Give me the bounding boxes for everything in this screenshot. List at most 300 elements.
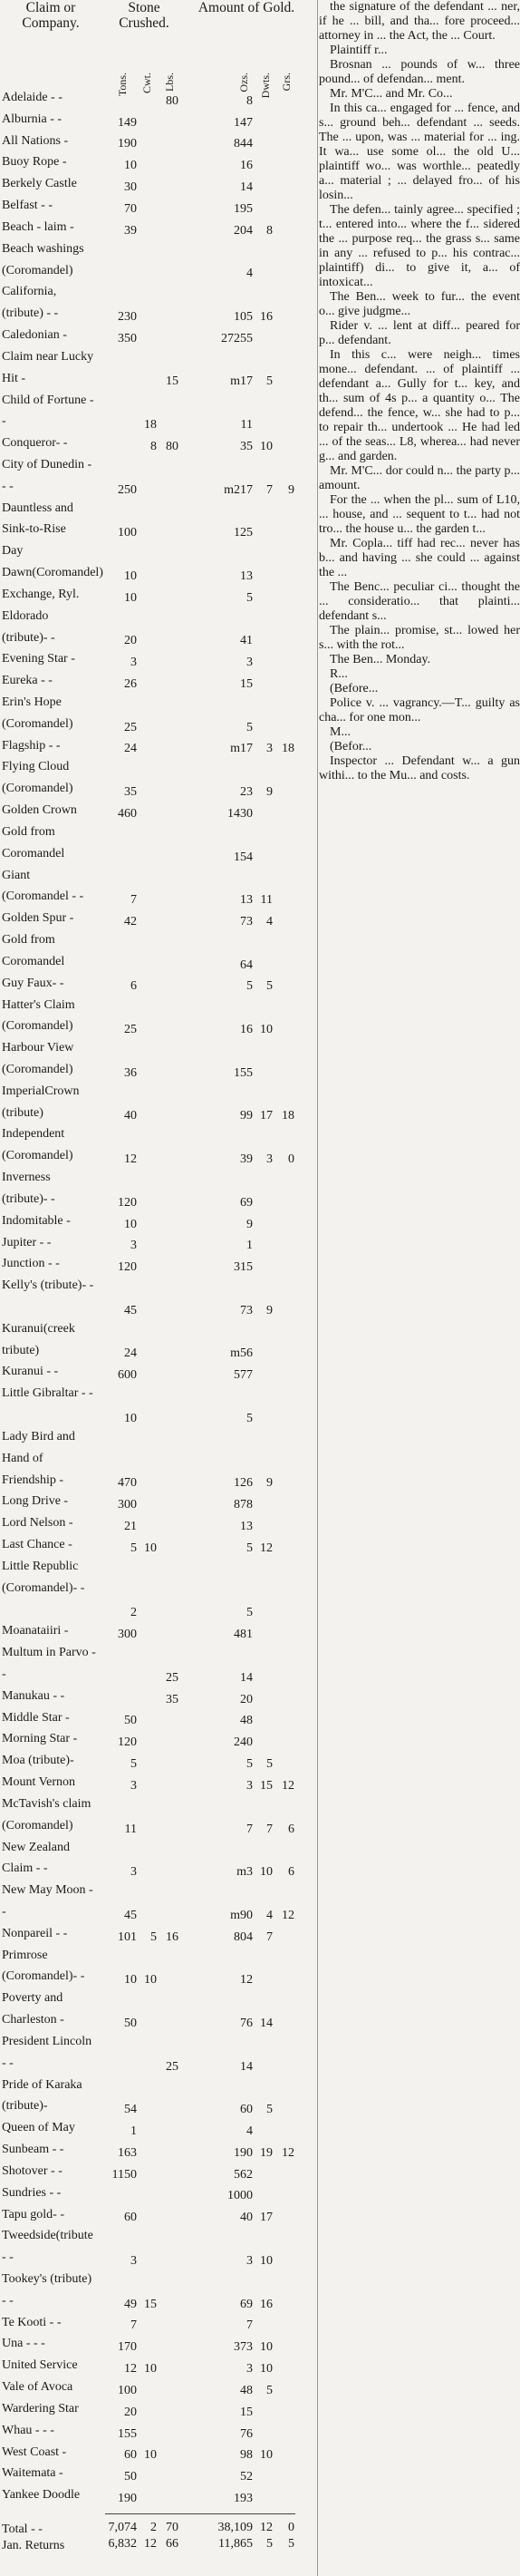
claim-name: Wardering Star: [2, 2401, 79, 2416]
cell-dwts: 12: [260, 2521, 273, 2534]
column-paragraph: Mr. M'C... and Mr. Co...: [330, 87, 453, 101]
table-row: [0, 584, 317, 606]
table-row: [0, 131, 317, 152]
cell-ozs: 5: [246, 1541, 253, 1555]
cell-ozs: 35: [240, 439, 253, 453]
table-row: [0, 670, 317, 692]
table-row: [0, 87, 317, 109]
cell-dwts: 10: [260, 2340, 273, 2355]
cell-lbs: 15: [166, 374, 178, 389]
cell-tons: 149: [118, 115, 137, 130]
claim-name: Sundries - -: [2, 2185, 62, 2200]
cell-ozs: 7: [246, 2318, 253, 2333]
table-row: [0, 865, 317, 909]
table-row: [0, 973, 317, 995]
table-row: [0, 1210, 317, 1232]
column-paragraph: Mr. M'C... dor could n... the party p... amount.: [319, 464, 520, 492]
claim-name: Shotover - -: [2, 2163, 63, 2178]
table-row: [0, 173, 317, 195]
cell-tons: 1: [130, 2124, 137, 2139]
cell-dwts: 5: [266, 979, 273, 994]
claim-column-header: Claim or Company.: [22, 0, 80, 31]
cell-ozs: 804: [234, 1930, 253, 1944]
unit-cwt: Cwt.: [140, 73, 153, 94]
claim-name: Middle Star -: [2, 1710, 70, 1725]
cell-tons: 2: [130, 1606, 137, 1620]
cell-ozs: m217: [224, 482, 253, 497]
cell-grs: 12: [282, 1778, 294, 1793]
cell-tons: 35: [124, 785, 137, 800]
claim-name: Claim near Lucky Hit -: [2, 349, 94, 385]
table-row: [0, 2333, 317, 2355]
claim-name: Morning Star -: [2, 1732, 78, 1746]
cell-ozs: 11: [240, 418, 253, 433]
cell-ozs: m56: [230, 1346, 253, 1361]
cell-ozs: 5: [246, 979, 253, 994]
column-paragraph: (Before...: [330, 682, 379, 695]
table-row: [0, 735, 317, 757]
claim-name: Kuranui(creek tribute): [2, 1321, 75, 1357]
cell-tons: 45: [124, 1303, 137, 1317]
cell-tons: 24: [124, 742, 137, 756]
cell-ozs: 15: [240, 2405, 253, 2419]
cell-ozs: 48: [240, 2383, 253, 2397]
table-row: [0, 433, 317, 454]
claim-name: All Nations -: [2, 133, 69, 148]
cell-tons: 7,074: [108, 2521, 137, 2534]
cell-tons: 40: [124, 1109, 137, 1123]
claim-name: Nonpareil - -: [2, 1926, 68, 1940]
claim-name: Tapu gold- -: [2, 2207, 65, 2221]
column-paragraph: Police v. ... vagrancy.—T... guilty as cha... for one mon...: [319, 696, 520, 724]
claim-name: City of Dunedin - - -: [2, 457, 92, 493]
cell-tons: 1150: [111, 2167, 137, 2182]
claim-name: Caledonian -: [2, 328, 67, 343]
claim-name: Sunbeam - -: [2, 2143, 64, 2157]
cell-ozs: 39: [240, 1152, 253, 1167]
cell-ozs: 9: [246, 1217, 253, 1231]
table-row: [0, 2377, 317, 2398]
cell-dwts: 17: [260, 2211, 273, 2225]
cell-tons: 350: [118, 331, 137, 345]
table-row: [0, 1837, 317, 1881]
claim-name: Berkely Castle: [2, 177, 77, 191]
cell-ozs: 315: [234, 1260, 253, 1275]
cell-ozs: 481: [234, 1628, 253, 1642]
cell-lbs: 80: [166, 439, 178, 453]
cell-dwts: 10: [260, 1865, 273, 1880]
table-row: [0, 1707, 317, 1729]
unit-dwts: Dwts.: [259, 73, 272, 99]
cell-tons: 20: [124, 634, 137, 648]
claim-name: Hatter's Claim (Coromandel): [2, 997, 75, 1034]
claim-name: Golden Crown: [2, 803, 77, 818]
column-paragraph: The Ben... Monday.: [330, 653, 431, 666]
cell-ozs: 3: [246, 2253, 253, 2268]
cell-tons: 300: [118, 1498, 137, 1512]
table-row: [0, 821, 317, 865]
table-row: [0, 1318, 317, 1362]
cell-dwts: 10: [260, 439, 273, 453]
cell-tons: 120: [118, 1195, 137, 1210]
cell-dwts: 7: [266, 1822, 273, 1836]
cell-tons: 5: [130, 1757, 137, 1772]
cell-lbs: 35: [166, 1692, 178, 1706]
table-row: [0, 2420, 317, 2442]
claim-name: Lady Bird and Hand of Friendship -: [2, 1429, 75, 1487]
cell-tons: 30: [124, 180, 137, 195]
table-row: [0, 151, 317, 173]
cell-tons: 7: [130, 893, 137, 908]
table-row: [0, 756, 317, 800]
cell-tons: 60: [124, 2211, 137, 2225]
table-row: [0, 1728, 317, 1750]
claim-name: Gold from Coromandel: [2, 824, 65, 860]
claim-name: Dauntless and Sink-to-Rise: [2, 501, 73, 537]
cell-dwts: 12: [260, 1541, 273, 1555]
cell-tons: 10: [124, 590, 137, 605]
cell-ozs: m17: [230, 742, 253, 756]
table-row: [0, 540, 317, 584]
cell-dwts: 9: [266, 1476, 273, 1491]
claim-name: Little Republic (Coromandel)- -: [2, 1559, 85, 1595]
table-row: [0, 606, 317, 649]
claim-name: Kuranui - -: [2, 1365, 59, 1379]
table-row: [0, 2519, 317, 2535]
cell-tons: 24: [124, 1346, 137, 1361]
cell-lbs: 70: [166, 2521, 178, 2534]
cell-tons: 3: [130, 1239, 137, 1253]
table-row: [0, 1426, 317, 1491]
cell-ozs: 125: [234, 526, 253, 540]
cell-grs: 18: [282, 742, 294, 756]
cell-ozs: 4: [246, 267, 253, 281]
table-row: [0, 2355, 317, 2377]
cell-ozs: 27255: [221, 331, 253, 345]
table-row: [0, 1750, 317, 1772]
cell-ozs: 190: [234, 2145, 253, 2160]
claim-name: Erin's Hope (Coromandel): [2, 695, 73, 731]
claim-name: Moa (tribute)-: [2, 1754, 74, 1768]
claim-name: Belfast - -: [2, 199, 53, 213]
table-row: [0, 1880, 317, 1923]
cell-lbs: 16: [166, 1930, 178, 1944]
cell-ozs: 16: [240, 159, 253, 173]
claim-name: Tweedside(tribute - -: [2, 2229, 93, 2265]
table-row: [0, 800, 317, 821]
cell-ozs: m3: [236, 1865, 253, 1880]
claim-name: Independent (Coromandel): [2, 1127, 73, 1163]
cell-lbs: 80: [166, 93, 178, 108]
table-row: [0, 1081, 317, 1124]
cell-dwts: 9: [266, 785, 273, 800]
cell-cwt: 10: [144, 1541, 157, 1555]
cell-tons: 70: [124, 201, 137, 216]
cell-tons: 6: [130, 979, 137, 994]
claim-name: United Service: [2, 2358, 78, 2373]
cell-dwts: 10: [260, 2253, 273, 2268]
cell-ozs: m17: [230, 374, 253, 389]
cell-dwts: 14: [260, 2016, 273, 2030]
table-row: [0, 281, 317, 325]
cell-ozs: 73: [240, 1303, 253, 1317]
unit-ozs: Ozs.: [237, 73, 250, 92]
claim-name: Inverness (tribute)- -: [2, 1171, 55, 1206]
adjacent-column-text: [319, 0, 520, 2576]
gold-column-header: Amount of Gold.: [197, 0, 295, 15]
cell-ozs: 98: [240, 2448, 253, 2463]
cell-grs: 6: [288, 1822, 294, 1836]
cell-ozs: 878: [234, 1498, 253, 1512]
unit-lbs: Lbs.: [163, 73, 176, 92]
claim-name: Kelly's (tribute)- -: [2, 1278, 94, 1293]
cell-ozs: 60: [240, 2103, 253, 2117]
cell-tons: 25: [124, 1023, 137, 1037]
claim-name: Junction - -: [2, 1257, 60, 1271]
column-paragraph: The Benc... peculiar ci... thought the ... consideratio... that plainti... defendant s...: [319, 580, 520, 623]
cell-tons: 250: [118, 482, 137, 497]
cell-ozs: 562: [234, 2167, 253, 2182]
claim-name: Beach - laim -: [2, 219, 74, 234]
column-paragraph: the signature of the defendant ... ner, if he ... bill, and tha... fore proceed... attorney in ... the Act, the ... Court.: [319, 0, 520, 43]
claim-name: Moanataiiri -: [2, 1624, 69, 1638]
table-row: [0, 109, 317, 131]
cell-tons: 170: [118, 2340, 137, 2355]
column-paragraph: For the ... when the pl... sum of L10, ... house, and ... sequent to t... had not tro... the house u... the garden t...: [319, 493, 520, 536]
cell-dwts: 7: [266, 1930, 273, 1944]
claim-name: Jan. Returns: [2, 2539, 65, 2552]
table-row: [0, 217, 317, 238]
column-paragraph: M...: [330, 725, 351, 739]
cell-lbs: 66: [166, 2537, 178, 2551]
table-row: [0, 2204, 317, 2226]
cell-tons: 155: [118, 2426, 137, 2441]
cell-ozs: 13: [240, 893, 253, 908]
cell-grs: 5: [288, 2537, 294, 2551]
claim-name: Multum in Parvo - -: [2, 1646, 96, 1681]
table-row: [0, 1253, 317, 1275]
cell-dwts: 10: [260, 2362, 273, 2377]
table-row: [0, 2075, 317, 2118]
cell-ozs: 99: [240, 1109, 253, 1123]
claim-name: Evening Star -: [2, 652, 75, 666]
cell-cwt: 18: [144, 418, 157, 433]
claim-name: Eureka - -: [2, 674, 53, 688]
cell-ozs: 5: [246, 720, 253, 734]
cell-dwts: 4: [266, 1908, 273, 1922]
claim-name: Mount Vernon: [2, 1775, 76, 1790]
cell-cwt: 10: [144, 2448, 157, 2463]
column-paragraph: The defen... tainly agree... specified ; t... entered into... where the f... sidered the ... purpose req... the grass s... same in any ... refused to p... his contrac... plaintiff) di... to give it, a... of intoxicat...: [319, 203, 520, 289]
claim-name: Queen of May: [2, 2121, 75, 2135]
cell-tons: 12: [124, 2362, 137, 2377]
cell-ozs: 48: [240, 1714, 253, 1728]
cell-ozs: 204: [234, 223, 253, 238]
cell-ozs: 155: [234, 1065, 253, 1080]
cell-ozs: 3: [246, 656, 253, 670]
cell-tons: 3: [130, 1778, 137, 1793]
cell-tons: 49: [124, 2297, 137, 2311]
claim-name: Te Kooti - -: [2, 2315, 62, 2329]
column-paragraph: Plaintiff r...: [330, 44, 388, 57]
cell-dwts: 19: [260, 2145, 273, 2160]
cell-ozs: 13: [240, 569, 253, 583]
cell-ozs: 38,109: [217, 2521, 253, 2534]
column-paragraph: (Befor...: [330, 740, 372, 753]
cell-cwt: 12: [144, 2537, 157, 2551]
cell-ozs: 1430: [227, 806, 253, 821]
claim-name: Conqueror- -: [2, 436, 68, 451]
cell-tons: 25: [124, 720, 137, 734]
column-paragraph: Rider v. ... lent at diff... peared for p... defendant.: [319, 319, 520, 347]
cell-dwts: 10: [260, 1023, 273, 1037]
cell-dwts: 8: [266, 223, 273, 238]
cell-ozs: 147: [234, 115, 253, 130]
cell-ozs: 76: [240, 2426, 253, 2441]
claim-name: Adelaide - -: [2, 91, 63, 104]
cell-ozs: 7: [246, 1822, 253, 1836]
cell-dwts: 3: [266, 742, 273, 756]
cell-dwts: 5: [266, 2103, 273, 2117]
cell-tons: 42: [124, 915, 137, 929]
cell-tons: 120: [118, 1260, 137, 1275]
cell-ozs: 40: [240, 2211, 253, 2225]
claim-name: ImperialCrown (tribute): [2, 1084, 80, 1120]
table-row: [0, 1772, 317, 1793]
claim-name: Child of Fortune - -: [2, 393, 94, 429]
cell-dwts: 16: [260, 2297, 273, 2311]
table-row: [0, 1988, 317, 2031]
cell-dwts: 5: [266, 2537, 273, 2551]
table-row: [0, 1945, 317, 1988]
table-row: [0, 390, 317, 433]
column-paragraph: The Ben... week to fur... the event o... give judgme...: [319, 290, 520, 318]
cell-lbs: 25: [166, 2059, 178, 2074]
cell-tons: 11: [124, 1822, 137, 1836]
cell-tons: 50: [124, 1714, 137, 1728]
stone-column-header: Stone Crushed.: [119, 0, 169, 31]
cell-ozs: 8: [246, 93, 253, 108]
table-row: [0, 2463, 317, 2484]
cell-ozs: 14: [240, 2059, 253, 2074]
claim-name: Buoy Rope -: [2, 155, 67, 170]
table-row: [0, 1361, 317, 1383]
cell-ozs: 3: [246, 1778, 253, 1793]
cell-tons: 12: [124, 1152, 137, 1167]
claim-name: Day Dawn(Coromandel): [2, 544, 103, 580]
cell-dwts: 5: [266, 2383, 273, 2397]
cell-tons: 3: [130, 2253, 137, 2268]
column-paragraph: Mr. Copla... tiff had rec... never has b... and having ... she could ... against the ...: [319, 537, 520, 579]
cell-tons: 54: [124, 2103, 137, 2117]
table-row: [0, 648, 317, 670]
claim-name: Beach washings (Coromandel): [2, 241, 84, 277]
cell-tons: 600: [118, 1368, 137, 1383]
claim-name: Yankee Doodle: [2, 2488, 81, 2503]
cell-ozs: 14: [240, 1670, 253, 1685]
table-row: [0, 1923, 317, 1945]
cell-dwts: 9: [266, 1303, 273, 1317]
table-row: [0, 195, 317, 217]
cell-ozs: 154: [234, 850, 253, 864]
claim-name: Last Chance -: [2, 1538, 72, 1552]
table-row: [0, 929, 317, 973]
cell-tons: 45: [124, 1908, 137, 1922]
claim-name: McTavish's claim (Coromandel): [2, 1796, 91, 1832]
claim-name: Gold from Coromandel: [2, 933, 65, 968]
cell-cwt: 10: [144, 2362, 157, 2377]
table-row: [0, 2442, 317, 2464]
cell-tons: 20: [124, 2405, 137, 2419]
column-paragraph: Brosnan ... pounds of w... three pound... of defendan... ment.: [319, 58, 520, 86]
cell-tons: 190: [118, 2491, 137, 2505]
cell-dwts: 16: [260, 310, 273, 325]
claim-name: Lord Nelson -: [2, 1516, 73, 1531]
claim-name: New Zealand Claim - -: [2, 1840, 71, 1876]
cell-tons: 26: [124, 676, 137, 691]
table-row: [0, 2398, 317, 2420]
cell-tons: 3: [130, 656, 137, 670]
cell-lbs: 25: [166, 1670, 178, 1685]
cell-tons: 39: [124, 223, 137, 238]
claim-name: Flagship - -: [2, 738, 61, 753]
cell-ozs: 76: [240, 2016, 253, 2030]
cell-ozs: m90: [230, 1908, 253, 1922]
cell-ozs: 73: [240, 915, 253, 929]
cell-tons: 3: [130, 1865, 137, 1880]
cell-ozs: 64: [240, 957, 253, 972]
unit-grs: Grs.: [280, 73, 293, 92]
table-row: [0, 2535, 317, 2552]
cell-ozs: 240: [234, 1735, 253, 1750]
table-row: [0, 1686, 317, 1707]
claim-name: Una - - -: [2, 2337, 45, 2351]
table-row: [0, 1037, 317, 1081]
cell-ozs: 195: [234, 201, 253, 216]
cell-ozs: 12: [240, 1973, 253, 1988]
cell-ozs: 69: [240, 1195, 253, 1210]
claim-name: Waitemata -: [2, 2466, 63, 2481]
cell-tons: 60: [124, 2448, 137, 2463]
cell-grs: 0: [288, 1152, 294, 1167]
cell-tons: 5: [130, 1541, 137, 1555]
cell-cwt: 2: [150, 2521, 157, 2534]
table-row: [0, 2484, 317, 2506]
table-row: [0, 1512, 317, 1534]
cell-grs: 0: [288, 2521, 294, 2534]
cell-grs: 9: [288, 482, 294, 497]
cell-grs: 6: [288, 1865, 294, 1880]
table-row: [0, 995, 317, 1038]
cell-ozs: 16: [240, 1023, 253, 1037]
table-row: [0, 2117, 317, 2139]
table-row: [0, 1232, 317, 1254]
column-paragraph: In this ca... engaged for ... fence, and s... ground beh... defendant ... seeds. The ... upon, was ... material for ... ing. It wa... use some ol... the old U... plaintiff wo... was worthle... peatedly a... material ; ... delayed fro... of his losin...: [319, 102, 520, 202]
table-row: [0, 2269, 317, 2312]
cell-tons: 300: [118, 1628, 137, 1642]
cell-ozs: 1000: [227, 2189, 253, 2203]
table-row: [0, 1123, 317, 1167]
claim-name: Eldorado (tribute)- -: [2, 608, 55, 645]
claim-name: President Lincoln - -: [2, 2034, 92, 2070]
cell-ozs: 23: [240, 785, 253, 800]
column-rule: [317, 0, 318, 2576]
table-row: [0, 2225, 317, 2269]
cell-dwts: 5: [266, 1757, 273, 1772]
cell-ozs: 13: [240, 1520, 253, 1534]
claim-name: Little Gibraltar - -: [2, 1386, 93, 1401]
table-row: [0, 1491, 317, 1512]
